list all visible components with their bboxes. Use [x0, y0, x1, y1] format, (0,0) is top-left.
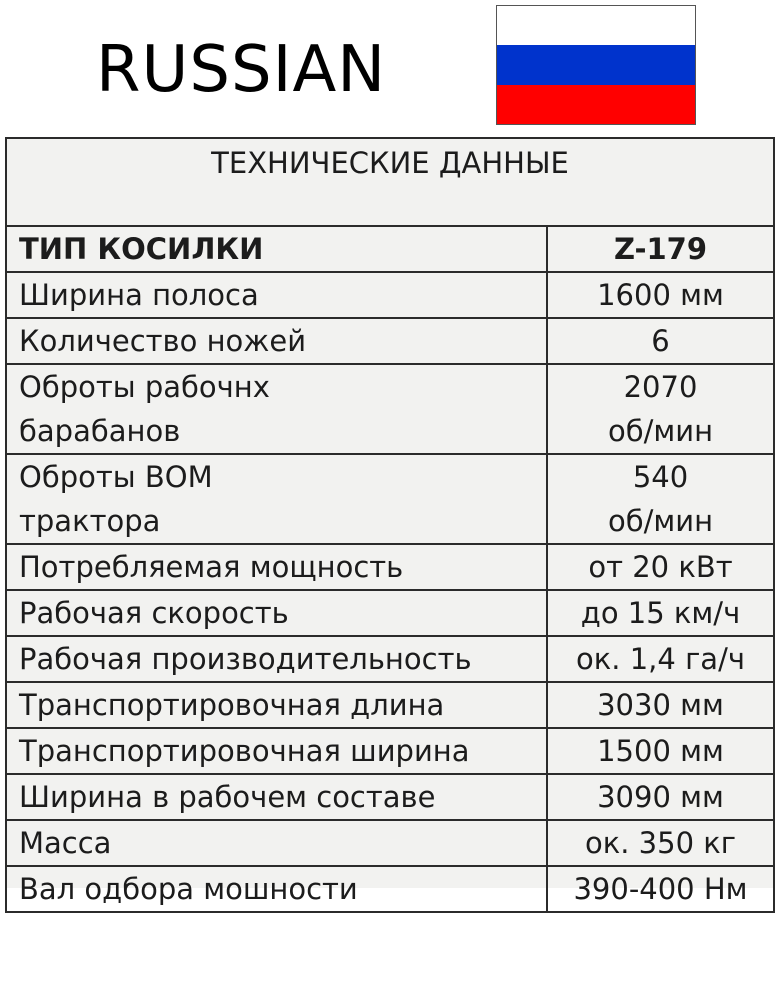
spec-value: [547, 544, 774, 590]
spec-label-line: Вал одбора мошности: [19, 872, 358, 906]
spec-label-line: барабанов: [19, 414, 181, 448]
spec-label-line: Ширина полоса: [19, 278, 259, 312]
spec-label: [6, 544, 547, 590]
spec-label-line: Масса: [19, 826, 112, 860]
spec-value-line: 390-400 Нм: [573, 872, 748, 906]
technical-data-table: [5, 137, 775, 913]
spec-value-line: ок. 1,4 га/ч: [576, 642, 745, 676]
table-header-row: [6, 226, 774, 272]
spec-value: [547, 820, 774, 866]
flag-stripe-white: [497, 6, 695, 45]
russian-flag-icon: [496, 5, 696, 125]
spec-label-line: Оброты рабочнх: [19, 370, 270, 404]
table-row: [6, 866, 774, 912]
header-value: Z-179: [547, 226, 774, 272]
spec-label: [6, 318, 547, 364]
spec-value: [547, 636, 774, 682]
spec-label: [6, 774, 547, 820]
spec-value: [547, 774, 774, 820]
table-row: [6, 544, 774, 590]
spec-label-line: Количество ножей: [19, 324, 307, 358]
spec-value: [547, 272, 774, 318]
spec-label-line: трактора: [19, 504, 161, 538]
spec-value-line: об/мин: [607, 414, 714, 448]
spec-value: [547, 454, 774, 544]
spec-label-line: Транспортировочная ширина: [19, 734, 470, 768]
table-title-row: [6, 138, 774, 226]
spec-value: [547, 590, 774, 636]
spec-value-line: ок. 350 кг: [584, 826, 737, 860]
spec-label: [6, 590, 547, 636]
header-label: ТИП КОСИЛКИ: [6, 226, 547, 272]
table-row: [6, 454, 774, 544]
language-title: RUSSIAN: [96, 33, 387, 107]
spec-sheet: [5, 137, 773, 906]
table-row: [6, 728, 774, 774]
spec-value-line: 1600 мм: [597, 278, 724, 312]
spec-label-line: Транспортировочная длина: [19, 688, 445, 722]
spec-value-line: 2070: [623, 370, 698, 404]
spec-value: [547, 318, 774, 364]
spec-value: [547, 866, 774, 912]
table-row: [6, 682, 774, 728]
spec-value-line: 540: [632, 460, 689, 494]
spec-label-line: Рабочая скорость: [19, 596, 289, 630]
spec-label: [6, 364, 547, 454]
spec-value-line: 3030 мм: [597, 688, 724, 722]
spec-label: [6, 272, 547, 318]
spec-label: [6, 820, 547, 866]
flag-stripe-blue: [497, 45, 695, 84]
table-row: [6, 636, 774, 682]
spec-label-line: Рабочая производительность: [19, 642, 472, 676]
spec-label: [6, 636, 547, 682]
spec-label-line: Ширина в рабочем составе: [19, 780, 436, 814]
table-row: [6, 590, 774, 636]
table-title: ТЕХНИЧЕСКИЕ ДАННЫЕ: [6, 138, 774, 226]
spec-label-line: Оброты ВОМ: [19, 460, 213, 494]
spec-value: [547, 364, 774, 454]
flag-stripe-red: [497, 85, 695, 124]
spec-label: [6, 866, 547, 912]
spec-label: [6, 454, 547, 544]
spec-value-line: об/мин: [607, 504, 714, 538]
table-row: [6, 820, 774, 866]
spec-label: [6, 728, 547, 774]
spec-value-line: до 15 км/ч: [580, 596, 741, 630]
spec-value-line: от 20 кВт: [588, 550, 733, 584]
spec-value-line: 6: [651, 324, 670, 358]
spec-value-line: 3090 мм: [597, 780, 724, 814]
spec-label-line: Потребляемая мощность: [19, 550, 404, 584]
table-row: [6, 774, 774, 820]
spec-value: [547, 682, 774, 728]
spec-value: [547, 728, 774, 774]
table-row: [6, 272, 774, 318]
table-row: [6, 318, 774, 364]
table-row: [6, 364, 774, 454]
spec-value-line: 1500 мм: [597, 734, 724, 768]
spec-label: [6, 682, 547, 728]
